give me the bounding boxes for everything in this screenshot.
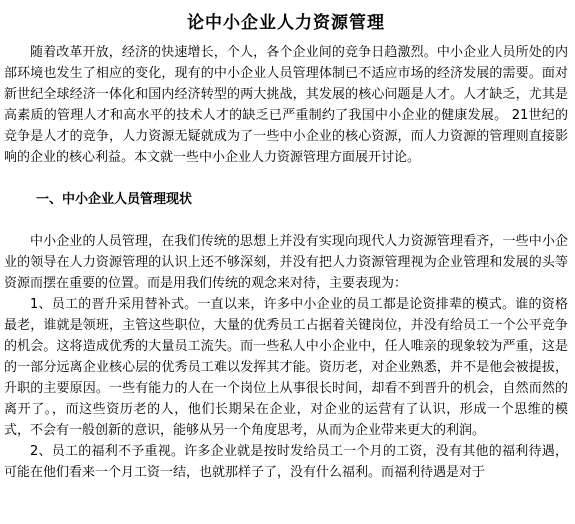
spacer: [4, 168, 568, 189]
page-title: 论中小企业人力资源管理: [187, 13, 385, 33]
spacer: [4, 210, 568, 231]
list-item-paragraph: 2、员工的福利不予重视。许多企业就是按时发给员工一个月的工资，没有其他的福利待遇，可能在他们看来一个月工资一结，也就那样子了，没有什么福利。而福利待遇是对于: [4, 444, 568, 480]
section-heading: 一、中小企业人员管理现状: [36, 192, 193, 207]
intro-paragraph: 随着改革开放，经济的快速增长，个人，各个企业间的竞争日趋激烈。中小企业人员所处的内部环境也发生了相应的变化，现有的中小企业人员管理体制已不适应市场的经济发展的需要。面对新世纪全球经济一体化和国内经济转型的两大挑战，其发展的核心问题是人才。人才缺乏，尤其是高素质的管理人才和高水平的技术人才的缺乏已严重制约了我国中小企业的健康发展。 21世纪的竞争是人才的竞争，人力资源无疑就成为了一些中小企业的核心资源，而人力资源的管理则直接影响的企业的核心利益。本文就一些中小企业人力资源管理方面展开讨论。: [4, 45, 568, 165]
body-paragraph: 中小企业的人员管理，在我们传统的思想上并没有实现向现代人力资源管理看齐，一些中小企业的领导在人力资源管理的认识上还不够深刻，并没有把人力资源管理视为企业管理和发展的头等资源而摆在重要的位置。而是用我们传统的观念来对待，主要表现为：: [4, 234, 568, 291]
list-item-paragraph: 1、员工的晋升采用替补式。一直以来，许多中小企业的员工都是论资排辈的模式。谁的资格最老，谁就是领班，主管这些职位，大量的优秀员工占据着关键岗位，并没有给员工一个公平竞争的机会。这将造成优秀的大量员工流失。而一些私人中小企业中，任人唯亲的现象较为严重，这是的一部分远离企业核心层的优秀员工难以发挥其才能。资历老，对企业熟悉，并不是他会被提拔，升职的主要原因。一些有能力的人在一个岗位上从事很长时间，却看不到晋升的机会，自然而然的离开了。，而这些资历老的人，他们长期呆在企业，对企业的运营有了认识，形成一个思维的模式，不会有一般创新的意识，能够从另一个角度思考，从而为企业带来更大的利润。: [4, 297, 568, 438]
